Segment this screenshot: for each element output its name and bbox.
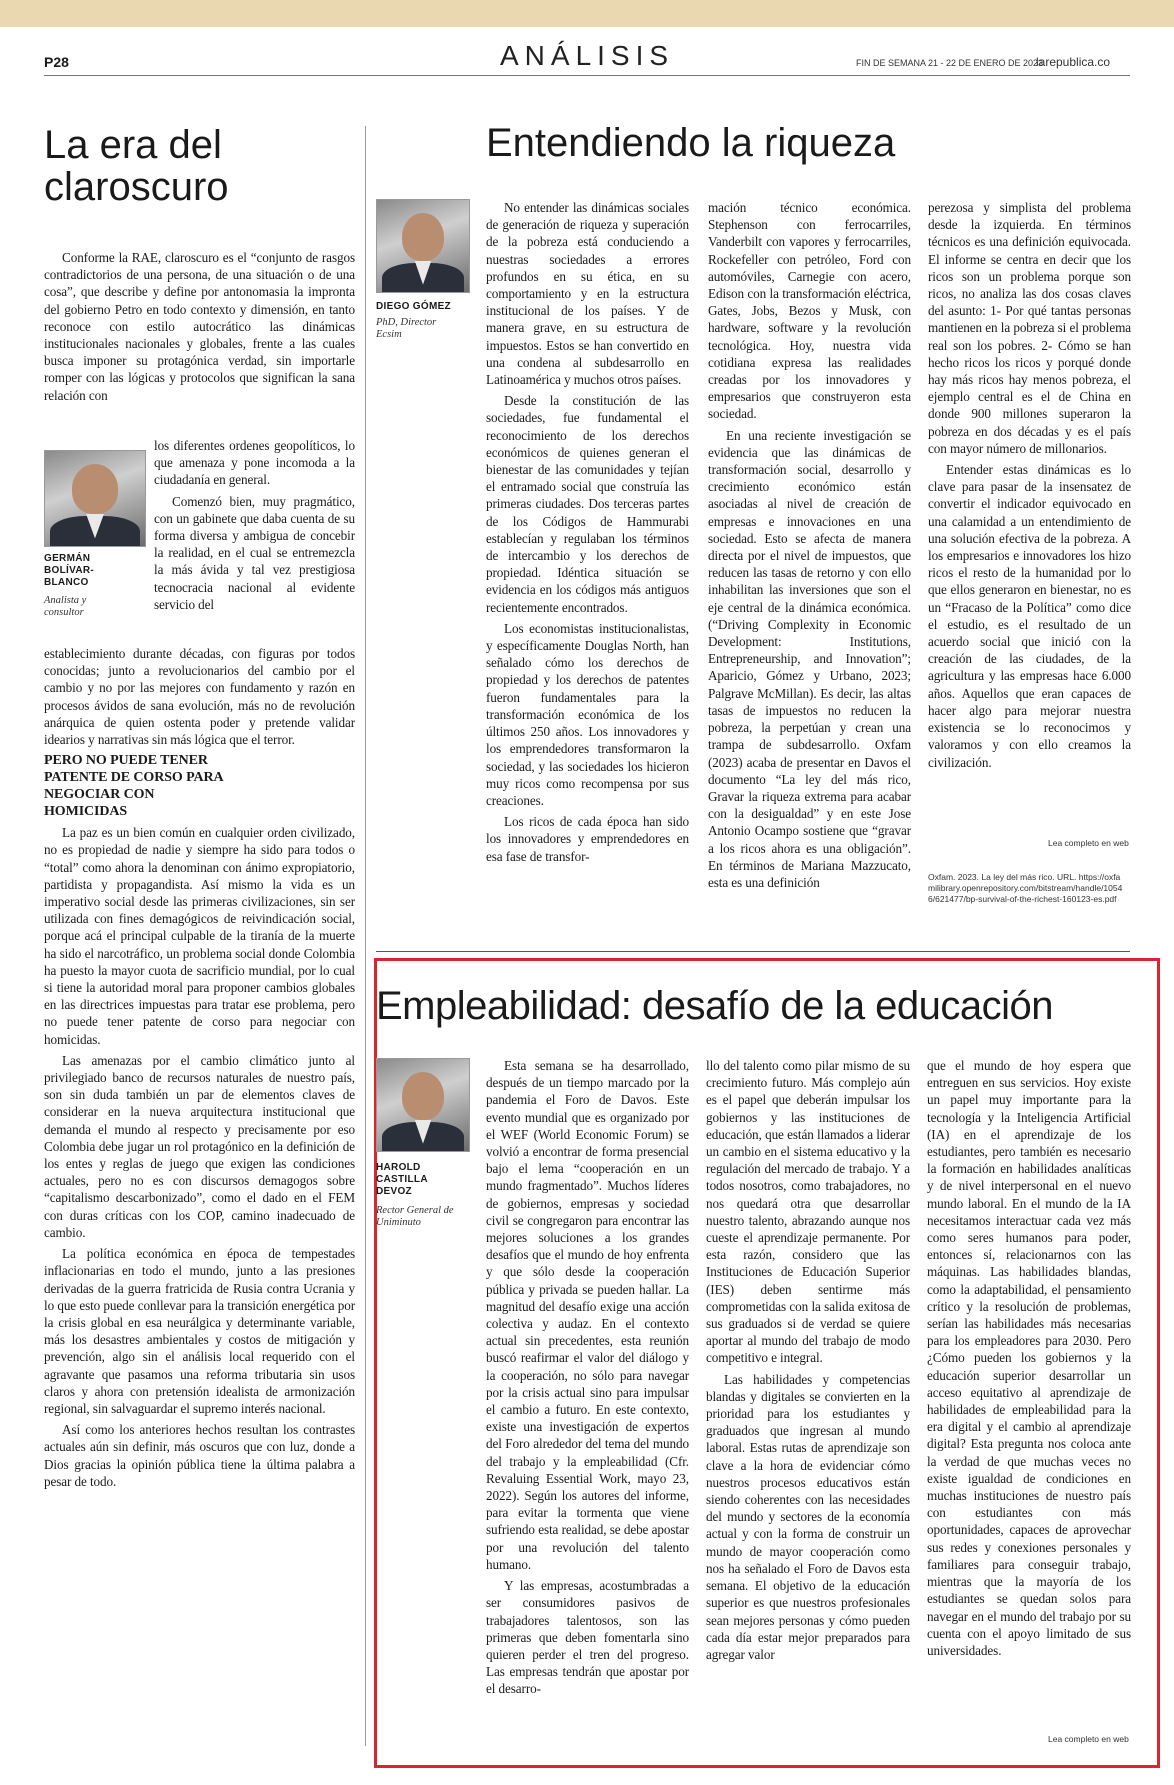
article2-paragraph: mación técnico económica. Stephenson con ferrocarriles, Vanderbilt con vapores y ferrocarriles, Rockefeller con petróleo, Ford con automóviles, Carnegie con acero, Edison con la transformación eléctrica, Gates, Jobs, Bezos y Musk, con hardware, software y la revolución tecnológica. Hoy, nuestra vida cotidiana expresa las realidades creadas por los innovadores y empresarios que construyeron esta sociedad. bbox=[708, 200, 911, 422]
article2-paragraph: Los economistas institucionalistas, y específicamente Douglas North, han señalado cómo los derechos de propiedad y los derechos de patentes fueron fundamentales para la transformación económica de los últimos 250 años. Los innovadores y los emprendedores transformaron la sociedad, y las sociedades los hicieron muy ricos como recompensa por sus creaciones. bbox=[486, 620, 689, 808]
article3-col2 bbox=[706, 1057, 910, 1667]
issue-date: FIN DE SEMANA 21 - 22 DE ENERO DE 2023 bbox=[856, 58, 1044, 68]
article1-paragraph: Las amenazas por el cambio climático junto al privilegiado banco de recursos naturales de nuestro país, son sin duda también un par de elementos claves de considerar en la nueva arquitectura institucional que demanda el mundo al respecto y precisamente por eso Colombia debe jugar un rol protagónico en la definición de los entes y reglas de juego que exigen las condiciones actuales, pero no es con discursos demagogos sobre “capitalismo descarbonizado”, como el dado en el FEM con duras críticas con los COP, camino inadecuado de cambio. bbox=[44, 1052, 355, 1240]
article2-col1 bbox=[486, 199, 689, 869]
article3-author: HAROLD CASTILLA DEVOZ bbox=[376, 1162, 428, 1197]
article1-paragraph: La paz es un bien común en cualquier orden civilizado, no es propiedad de nadie y siempre ha sido para todos o “total” como ahora la denominan con ánimo expropiatorio, partidista y propagandista. Así mismo la vida es un imperativo social desde las primeras civilizaciones, sin ser utilizada con fines demagógicos de reivindicación social, porque acá el principal culpable de la tiranía de la muerte ha sido el narcotráfico, un problema social donde Colombia ha puesto la mayor cuota de sacrificio mundial, por lo cual si tiene la autoridad moral para proponer cambios globales en las directrices impuestas para tratar ese problema, pero no puede tener patente de corso para negociar con homicidas. bbox=[44, 825, 355, 1047]
article2-paragraph: Entender estas dinámicas es lo clave para pasar de la insensatez de convertir el indicador equivocado en una calamidad a un entendimiento de una solución efectiva de la pobreza. A los empresarios e innovadores los hizo ricos el resto de la humanidad por lo que ellos generaron en bienestar, no es un “Fracaso de la Política” como dice el estudio, es el resultado de un acuerdo social que inició con la creación de las ciudades, de la agricultura y las empresas hace 6.000 años. Aquellos que eran capaces de hacer algo para mejorar nuestra existencia se lo reconocimos y valoramos y con ello creamos la civilización. bbox=[928, 462, 1131, 770]
article2-paragraph: Desde la constitución de las sociedades, fue fundamental el reconocimiento de los derechos económicos de quienes generan el bienestar de las comunidades y tejían el entramado social que construía las primeras ciudades. Dos terceras partes de los Códigos de Hammurabi establecían y regulaban los términos de intercambio y los derechos de propiedad. Idéntica situación se evidencia en los códigos más antiguos recientemente encontrados. bbox=[486, 393, 689, 615]
article-divider bbox=[376, 951, 1130, 952]
article2-col2 bbox=[708, 199, 911, 895]
section-title: ANÁLISIS bbox=[500, 40, 675, 71]
article1-side-text bbox=[154, 437, 355, 617]
article2-title: Entendiendo la riqueza bbox=[486, 121, 896, 165]
article2-footnote: Oxfam. 2023. La ley del más rico. URL. https://oxfamilibrary.openrepository.com/bitstream/handle/10546/621477/bp-survival-of-the-richest-160123-es.pdf bbox=[928, 872, 1123, 904]
article3-paragraph: Y las empresas, acostumbradas a ser consumidores pasivos de trabajadores talentosos, son las primeras que deben fomentarla sino quieren perder el tren del progreso. Las empresas tendrán que apostar por el desarro- bbox=[486, 1578, 689, 1697]
article2-col3 bbox=[928, 199, 1131, 775]
article3-paragraph: llo del talento como pilar mismo de su crecimiento futuro. Más complejo aún es el papel que deberán impulsar los gobiernos y las instituciones de educación, que están llamados a liderar un cambio en el sistema educativo y la regulación del mercado de trabajo. Y a todos nosotros, como trabajadores, no nos quedará otra que desarrollar nuestro talento, abrazando aunque nos cueste el aprendizaje permanente. Por esta razón, considero que las Instituciones de Educación Superior (IES) deben sentirme más comprometidas con la salida exitosa de sus graduados si de verdad se quiere aportar al mundo del trabajo de modo competitivo e integral. bbox=[706, 1058, 910, 1366]
article2-paragraph: perezosa y simplista del problema desde la izquierda. En términos técnicos es una definición equivocada. El informe se centra en decir que los ricos son un problema porque son ricos, no analiza las dos cosas claves del asunto: 1- Por qué tantas personas mantienen en la pobreza si el problema real son los pobres. 2- Cómo se han hecho ricos los ricos y porqué donde hay más ricos hay menos pobreza, el ejemplo central es el de China en donde 900 millones superaron la pobreza en dos décadas y es el país con mayor número de millonarios. bbox=[928, 200, 1131, 456]
article1-paragraph: La política económica en época de tempestades inflacionarias en todo el mundo, junto a las presiones derivadas de la guerra fratricida de Rusia contra Ucrania y lo que esto puede conllevar para la transición energética por la crisis global en esa neurálgica y determinante variable, más los desastres ambientales y costos de mitigación y prevención, algo sin el análisis local requerido con el agravante que pasamos una reforma tributaria sin usos claros y ahora con pretensión idealista de armonización regional, sin salvaguardar el supremo interés nacional. bbox=[44, 1246, 355, 1416]
site-link[interactable]: larepublica.co bbox=[1036, 55, 1111, 69]
header-divider bbox=[44, 75, 1130, 76]
author-photo-german bbox=[44, 450, 146, 547]
article3-paragraph: Las habilidades y competencias blandas y digitales se convierten en la prioridad para los estudiantes y graduados que ingresan al mundo laboral. Estas rutas de aprendizaje son clave a la hora de evidenciar cómo nuestros procesos educativos están siendo coherentes con las necesidades del mundo y sectores de la economía actual y con la forma de construir un mundo de mayor cooperación como nos ha señalado el Foro de Davos esta semana. El objetivo de la educación superior es que nuestros profesionales sean mejores personas y cómo pueden cada día estar mejor preparados para agregar valor bbox=[706, 1371, 910, 1662]
article2-paragraph: No entender las dinámicas sociales de generación de riqueza y superación de la pobreza está conduciendo a nuestras sociedades a errores profundos en su ética, en su comportamiento y en la estructura institucional de los países. Y de manera grave, en su estructura de impuestos. Estos se han convertido en una condena al subdesarrollo en Latinoamérica y muchos otros países. bbox=[486, 200, 689, 388]
article3-author-role: Rector General de Uniminuto bbox=[376, 1205, 454, 1228]
article1-paragraph: Conforme la RAE, claroscuro es el “conjunto de rasgos contradictorios de una persona, de una situación o de una cosa”, que describe y define por antonomasia la impronta del gobierno Petro en todo contexto y dimensión, en tanto reconoce con estilo autocrático las dinámicas institucionales nacionales y globales, frente a las cuales busca imponer su protagónica verdad, sin importarle romper con las lógicas y protocolos que significan la sana relación con bbox=[44, 250, 355, 403]
page-number: P28 bbox=[44, 54, 69, 70]
top-color-bar bbox=[0, 0, 1174, 27]
article1-intro bbox=[44, 249, 355, 408]
article1-paragraph: los diferentes ordenes geopolíticos, lo que amenaza y pone incomoda a la ciudadanía en general. bbox=[154, 438, 355, 488]
article3-read-more[interactable]: Lea completo en web bbox=[1048, 1734, 1129, 1744]
article1-subhead: PERO NO PUEDE TENER PATENTE DE CORSO PARA NEGOCIAR CON HOMICIDAS bbox=[44, 753, 223, 820]
author-photo-diego bbox=[376, 199, 470, 293]
article3-title: Empleabilidad: desafío de la educación bbox=[376, 984, 1054, 1028]
article1-paragraph: Así como los anteriores hechos resultan los contrastes actuales aún sin definir, más oscuros que con luz, donde a Dios gracias la opinión pública tiene la última palabra a pesar de todo. bbox=[44, 1422, 355, 1489]
article1-author: GERMÁN BOLÍVAR-BLANCO bbox=[44, 553, 94, 588]
article3-col1 bbox=[486, 1057, 689, 1702]
column-divider bbox=[365, 126, 366, 1746]
article1-paragraph: establecimiento durante décadas, con figuras por todos conocidas; junto a revolucionarios del cambio por el cambio y no por las mejores con fundamento y razón en procesos ávidos de sana evolución, más no de revolución anárquica de quien ostenta poder y pretende validar idearios y narrativas sin más lógica que el terror. bbox=[44, 646, 355, 748]
article2-paragraph: En una reciente investigación se evidencia que las dinámicas de transformación social, desarrollo y crecimiento económico están asociadas al nivel de creación de empresas e innovaciones en una sociedad. Esto se afecta de manera directa por el nivel de impuestos, que reducen las tasas de retorno y con ello inhabilitan las inversiones que son el eje central de la dinámica económica. (“Driving Complexity in Economic Development: Institutions, Entrepreneurship, and Innovation”; Aparicio, Gómez y Urbano, 2023; Palgrave McMillan). Es decir, las altas tasas de impuestos no reducen la pobreza, la perpetúan y crean una trampa de subdesarrollo. Oxfam (2023) acaba de presentar en Davos el documento “La ley del más rico, Gravar la riqueza extrema para acabar con la desigualdad” y en este Jose Antonio Ocampo sostiene que “gravar a los ricos ahora es una obligación”. En términos de Mariana Mazzucato, esta es una definición bbox=[708, 427, 911, 890]
article1-paragraph: Comenzó bien, muy pragmático, con un gabinete que daba cuenta de su forma diversa y ambigua de concebir la realidad, en el cual se entremezcla la más ávida y tal vez prestigiosa tecnocracia nacional al evidente servicio del bbox=[154, 493, 355, 612]
article2-author: DIEGO GÓMEZ bbox=[376, 301, 451, 312]
article2-author-role: PhD, Director Ecsim bbox=[376, 317, 437, 340]
article3-col3 bbox=[927, 1057, 1131, 1663]
article2-read-more[interactable]: Lea completo en web bbox=[1048, 838, 1129, 848]
article2-paragraph: Los ricos de cada época han sido los innovadores y emprendedores en esa fase de transfor- bbox=[486, 814, 689, 864]
author-photo-harold bbox=[376, 1058, 470, 1152]
article1-author-role: Analista y consultor bbox=[44, 595, 87, 618]
article3-paragraph: Esta semana se ha desarrollado, después de un tiempo marcado por la pandemia el Foro de Davos. Este evento mundial que es organizado por el WEF (World Economic Forum) se volvió a encontrar de forma presencial bajo el lema “cooperación en un mundo fragmentado”. Muchos líderes de gobiernos, empresas y sociedad civil se congregaron para encontrar las mejores soluciones a los grandes desafíos que el mundo de hoy enfrenta y que sólo desde la cooperación pública y privada se pueden hallar. La magnitud del desafío exige una acción colectiva y audaz. En el contexto actual sin precedentes, esta reunión buscó reafirmar el valor del diálogo y la cooperación, no sólo para navegar por la crisis actual sino para impulsar el cambio a futuro. En este contexto, existe una investigación de expertos del Foro alrededor del tema del mundo del trabajo y la empleabilidad (Cfr. Revaluing Essential Work, mayo 23, 2022). Según los autores del informe, para evitar la tormenta que viene sufriendo esta realidad, se debe apostar por una revolución del talento humano. bbox=[486, 1058, 689, 1572]
article1-title: La era del claroscuro bbox=[44, 123, 229, 209]
article3-paragraph: que el mundo de hoy espera que entreguen en sus servicios. Hoy existe un papel muy importante para la tecnología y la Inteligencia Artificial (IA) en el aprendizaje de los estudiantes, pero también es necesario la formación en habilidades analíticas y de nivel interpersonal en el nuevo mundo laboral. En el mundo de la IA necesitamos interactuar cada vez más como seres humanos para poder, entonces sí, relacionarnos con las máquinas. Las habilidades blandas, como la adaptabilidad, el pensamiento crítico y la resolución de problemas, serían las habilidades más necesarias para los empleadores para 2030. Pero ¿Cómo pueden los gobiernos y la educación superior desarrollar un acceso equitativo al aprendizaje de habilidades de empleabilidad para la era digital y el cambio al aprendizaje digital? Esta pregunta nos coloca ante la verdad de que muchas veces no existe igualdad de condiciones en muchas instituciones de nuestro país con estudiantes con más oportunidades, capaces de aprovechar sus redes y conexiones personales y familiares para conseguir trabajo, mientras que la mayoría de los estudiantes se quedan solos para navegar en el mundo del trabajo por su cuenta con el apoyo limitado de sus universidades. bbox=[927, 1058, 1131, 1658]
article1-body bbox=[44, 645, 355, 1494]
